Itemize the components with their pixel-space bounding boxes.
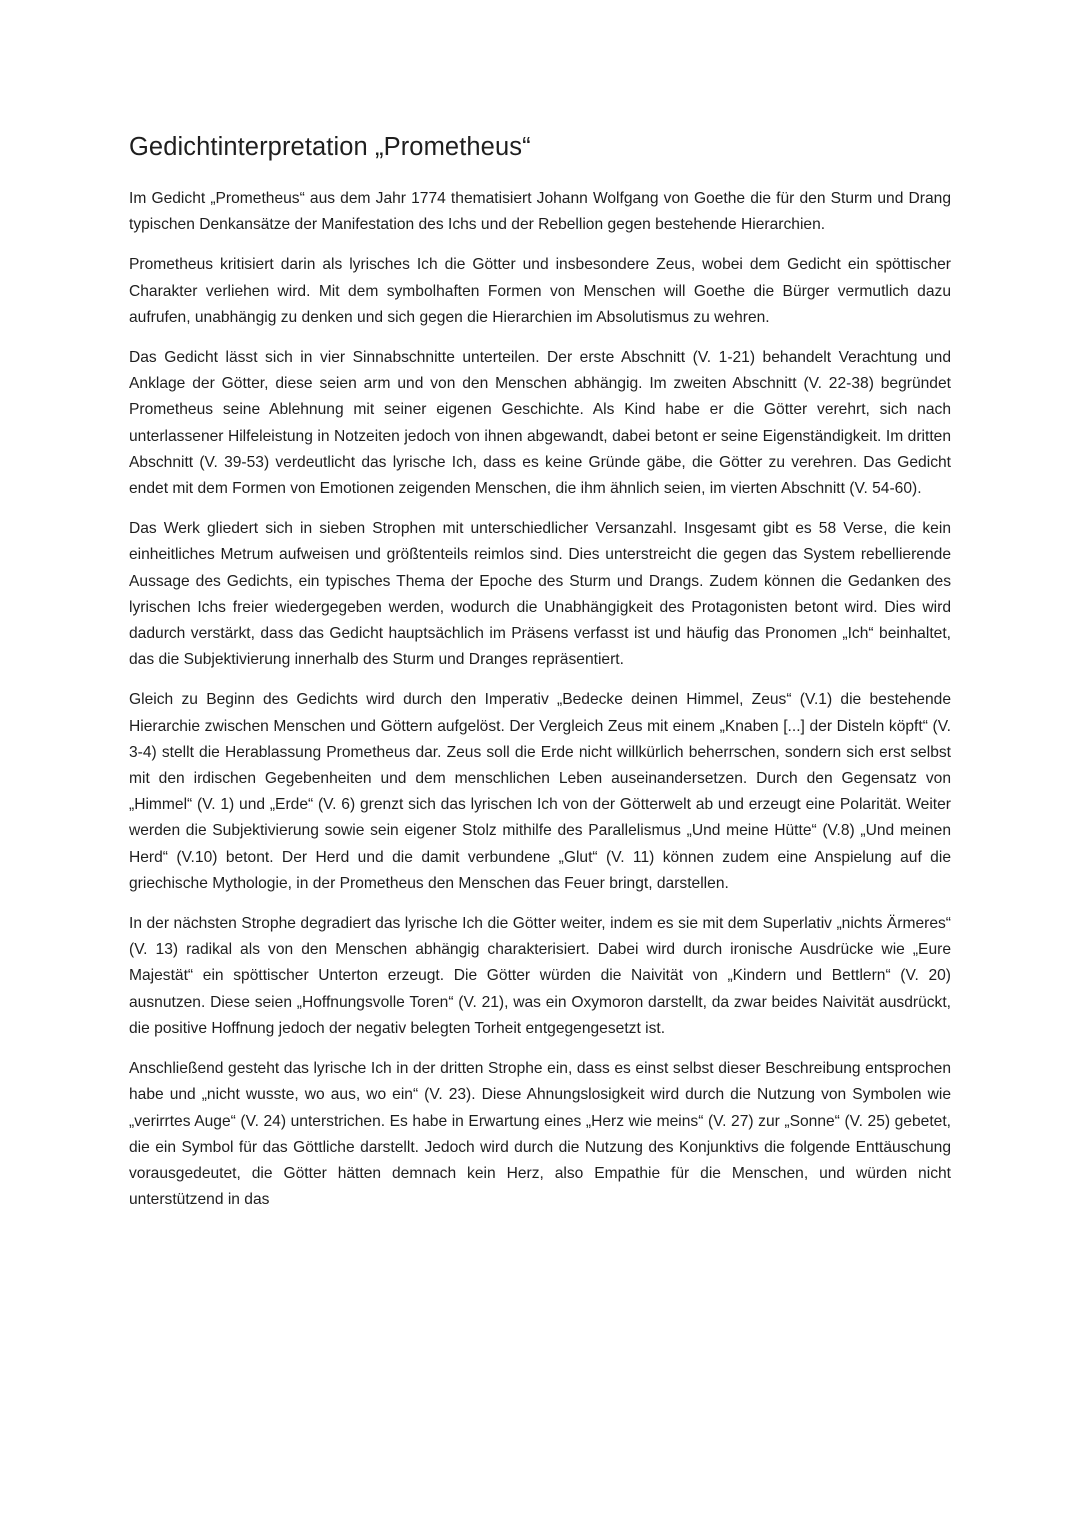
paragraph-thesis: Prometheus kritisiert darin als lyrisches Ich die Götter und insbesondere Zeus, wobei dem Gedicht ein spöttischer Charakter verliehen wird. Mit dem symbolhaften Formen von Menschen will Goethe die Bürger vermutlich dazu aufrufen, unabhängig zu denken und sich gegen die Hierarchien im Absolutismus zu wehren.: [129, 256, 951, 326]
paragraph-introduction: Im Gedicht „Prometheus“ aus dem Jahr 1774 thematisiert Johann Wolfgang von Goethe die für den Sturm und Drang typischen Denkansätze der Manifestation des Ichs und der Rebellion gegen bestehende Hierarchien.: [129, 190, 951, 234]
document-title: Gedichtinterpretation „Prometheus“: [129, 133, 531, 161]
paragraph-sections: Das Gedicht lässt sich in vier Sinnabschnitte unterteilen. Der erste Abschnitt (V. 1-21) behandelt Verachtung und Anklage der Götter, diese seien arm und von den Menschen abhängig. Im zweiten Abschnitt (V. 22-38) begründet Prometheus seine Ablehnung mit seiner eigenen Geschichte. Als Kind habe er die Götter verehrt, sich nach unterlassener Hilfeleistung in Notzeiten jedoch von ihnen abgewandt, dabei betont er seine Eigenständigkeit. Im dritten Abschnitt (V. 39-53) verdeutlicht das lyrische Ich, dass es keine Gründe gäbe, die Götter zu verehren. Das Gedicht endet mit dem Formen von Emotionen zeigenden Menschen, die ihm ähnlich seien, im vierten Abschnitt (V. 54-60).: [129, 349, 951, 498]
paragraph-stanza-one: Gleich zu Beginn des Gedichts wird durch den Imperativ „Bedecke deinen Himmel, Zeus“ (V.1) die bestehende Hierarchie zwischen Menschen und Göttern aufgelöst. Der Vergleich Zeus mit einem „Knaben [...] der Disteln köpft“ (V. 3-4) stellt die Herablassung Prometheus dar. Zeus soll die Erde nicht willkürlich beherrschen, sondern sich erst selbst mit den irdischen Gegebenheiten und dem menschlichen Leben auseinandersetzen. Durch den Gegensatz von „Himmel“ (V. 1) und „Erde“ (V. 6) grenzt sich das lyrischen Ich von der Götterwelt ab und erzeugt eine Polarität. Weiter werden die Subjektivierung sowie sein eigener Stolz mithilfe des Parallelismus „Und meine Hütte“ (V.8) „Und meinen Herd“ (V.10) betont. Der Herd und die damit verbundene „Glut“ (V. 11) können zudem eine Anspielung auf die griechische Mythologie, in der Prometheus den Menschen das Feuer bringt, darstellen.: [129, 691, 951, 892]
paragraph-stanza-two: In der nächsten Strophe degradiert das lyrische Ich die Götter weiter, indem es sie mit dem Superlativ „nichts Ärmeres“ (V. 13) radikal als von den Menschen abhängig charakterisiert. Dabei wird durch ironische Ausdrücke wie „Eure Majestät“ ein spöttischer Unterton erzeugt. Die Götter würden die Naivität von „Kindern und Bettlern“ (V. 20) ausnutzen. Diese seien „Hoffnungsvolle Toren“ (V. 21), was ein Oxymoron darstellt, da zwar beides Naivität ausdrückt, die positive Hoffnung jedoch der negativ belegten Torheit entgegengesetzt ist.: [129, 915, 951, 1037]
paragraph-stanza-three: Anschließend gesteht das lyrische Ich in der dritten Strophe ein, dass es einst selbst dieser Beschreibung entsprochen habe und „nicht wusste, wo aus, wo ein“ (V. 23). Diese Ahnungslosigkeit wird durch die Nutzung von Symbolen wie „verirrtes Auge“ (V. 24) unterstrichen. Es habe in Erwartung eines „Herz wie meins“ (V. 27) zur „Sonne“ (V. 25) gebetet, die ein Symbol für das Göttliche darstellt. Jedoch wird durch die Nutzung des Konjunktivs die folgende Enttäuschung vorausgedeutet, die Götter hätten demnach kein Herz, also Empathie für die Menschen, und würden nicht unterstützend in das: [129, 1060, 951, 1209]
document-body: [129, 130, 951, 1213]
paragraph-form: Das Werk gliedert sich in sieben Strophen mit unterschiedlicher Versanzahl. Insgesamt gibt es 58 Verse, die kein einheitliches Metrum aufweisen und größtenteils reimlos sind. Dies unterstreicht die gegen das System rebellierende Aussage des Gedichts, ein typisches Thema der Epoche des Sturm und Drangs. Zudem können die Gedanken des lyrischen Ichs freier wiedergegeben werden, wodurch die Unabhängigkeit des Protagonisten betont wird. Dies wird dadurch verstärkt, dass das Gedicht hauptsächlich im Präsens verfasst ist und häufig das Pronomen „Ich“ beinhaltet, das die Subjektivierung innerhalb des Sturm und Dranges repräsentiert.: [129, 520, 951, 669]
